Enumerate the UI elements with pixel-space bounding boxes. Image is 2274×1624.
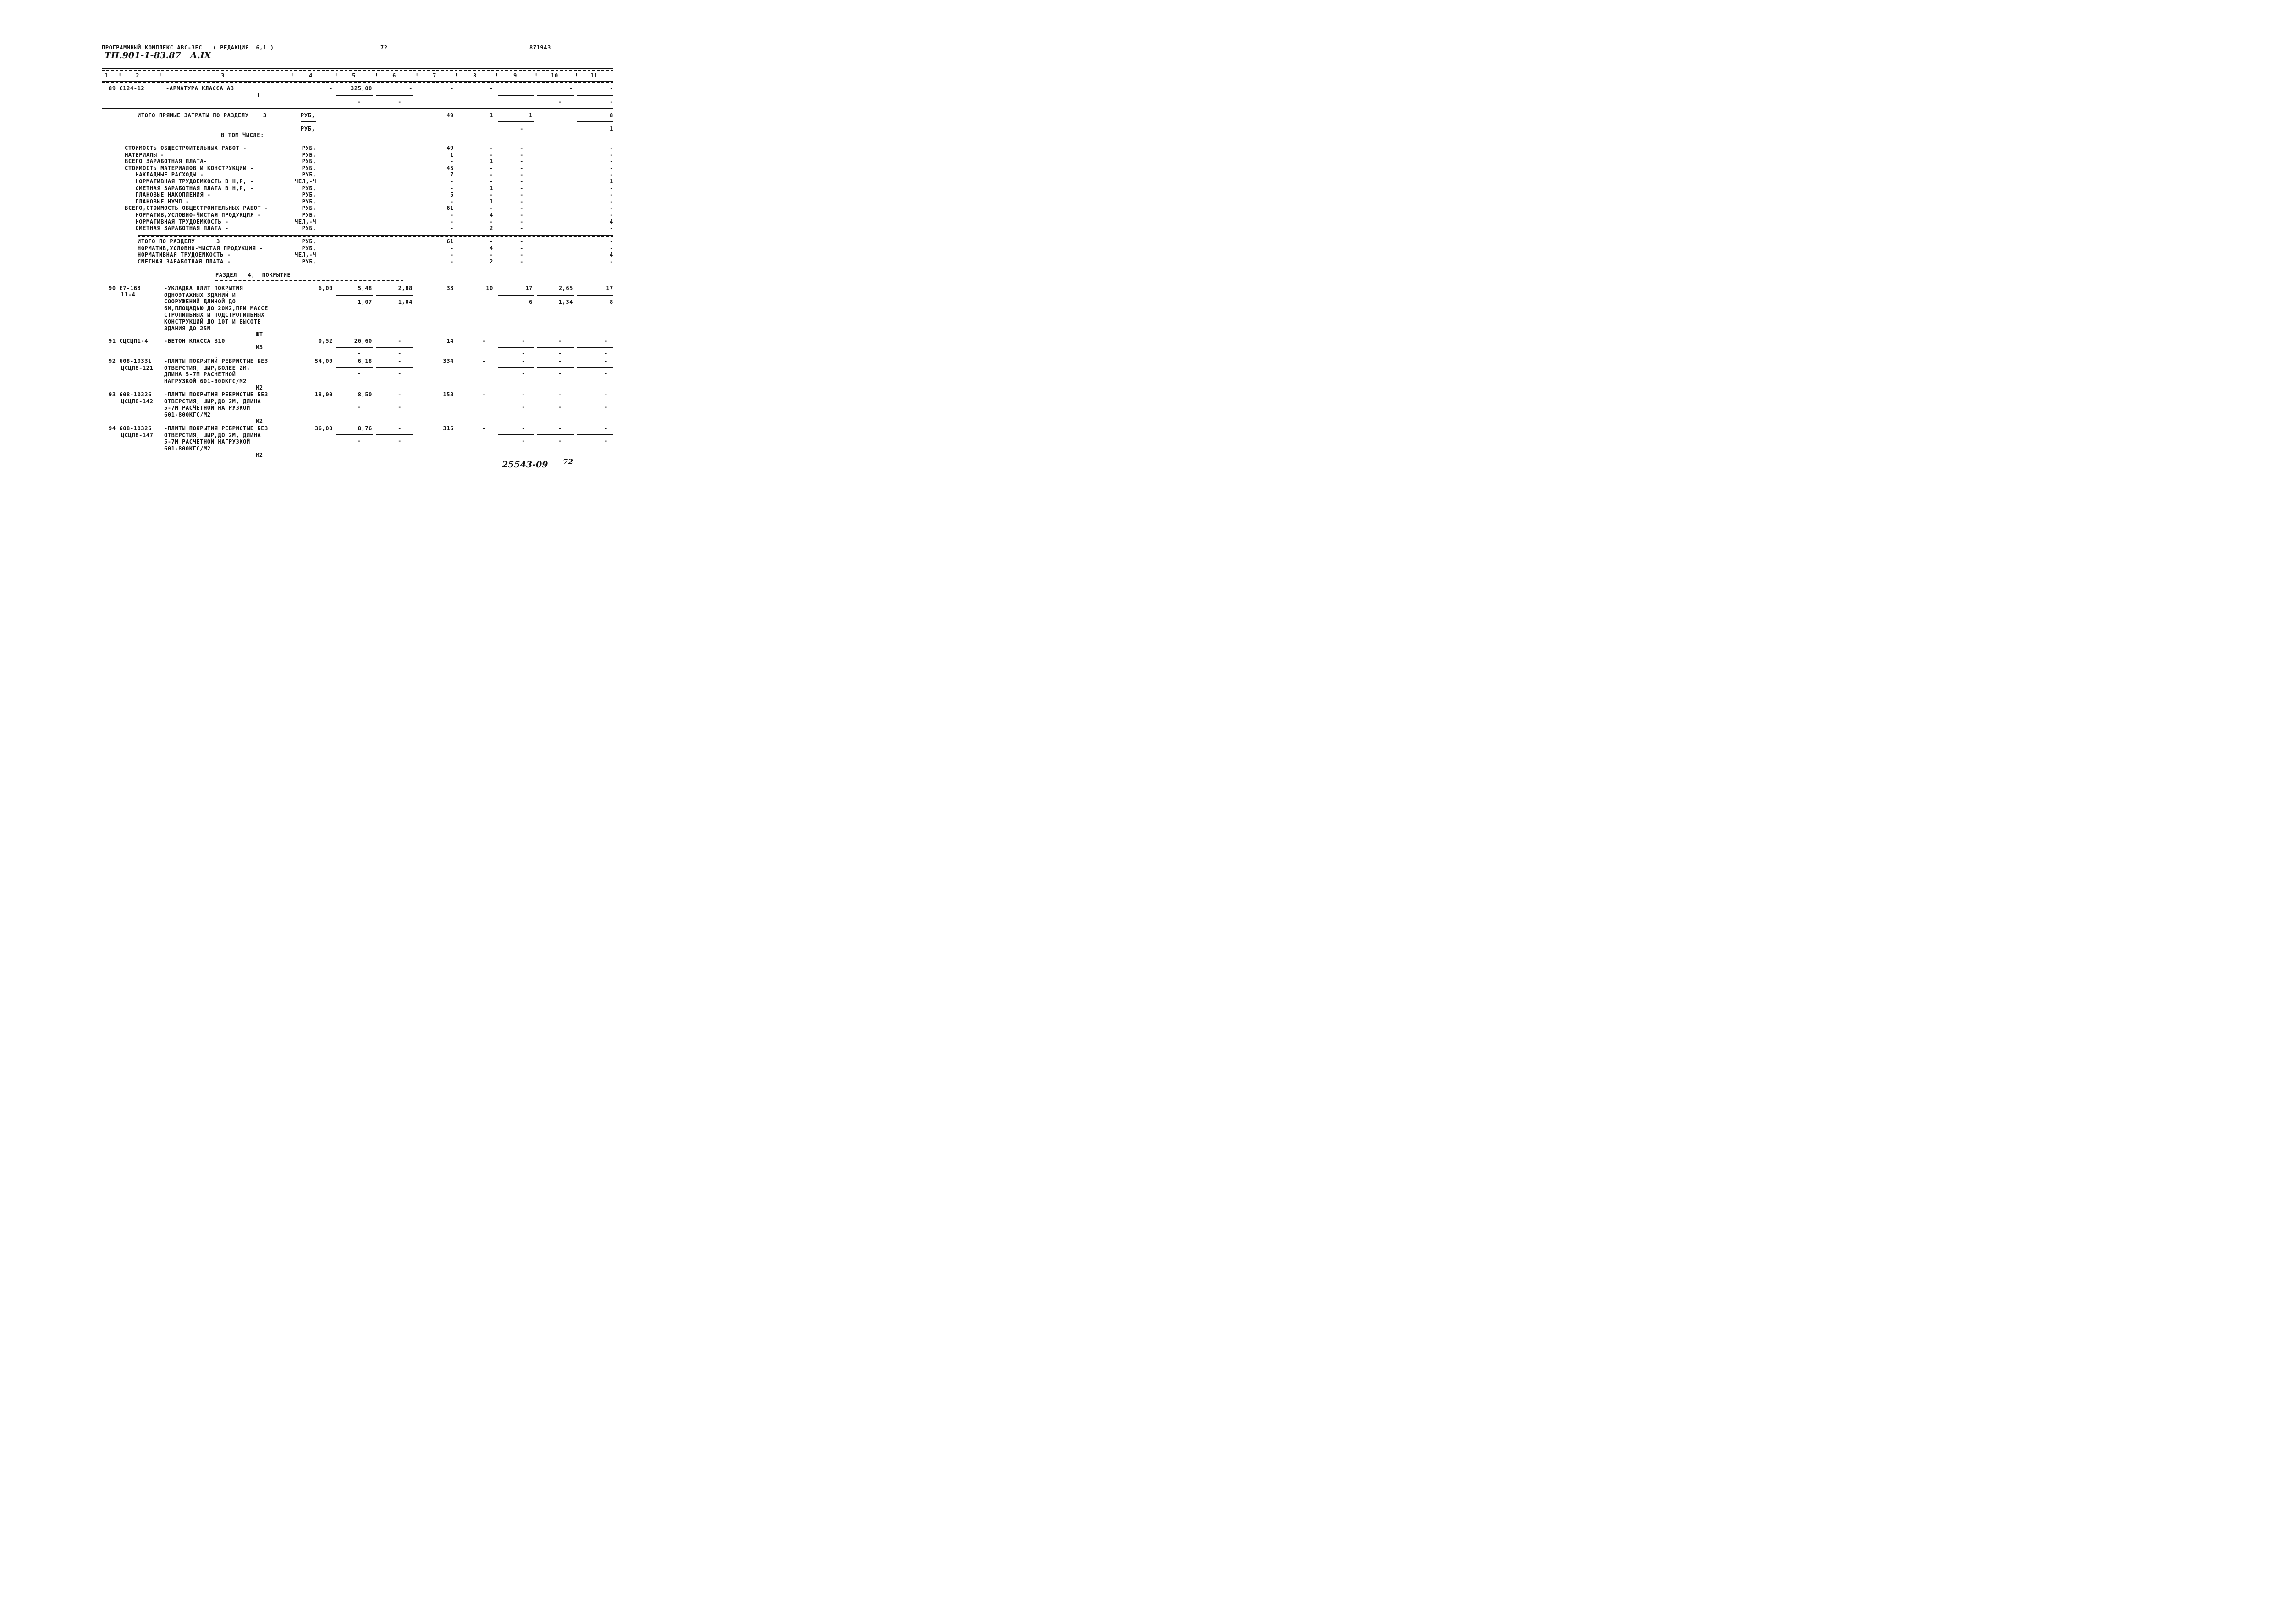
item-name-line: 5-7М РАСЧЕТНОЙ НАГРУЗКОЙ: [164, 439, 250, 445]
col11-sub: 8: [610, 299, 613, 305]
item-unit: М3: [256, 344, 263, 351]
breakdown-unit: РУБ,: [302, 165, 316, 171]
col10-sub: 1,34: [558, 299, 573, 305]
column-separator: !: [415, 72, 419, 79]
col11-sub: -: [610, 99, 613, 105]
col9-value: -: [522, 391, 525, 398]
section-total-label: НОРМАТИВНАЯ ТРУДОЕМКОСТЬ -: [138, 252, 231, 258]
col5-sub: -: [358, 404, 361, 410]
subtotal-rule: [498, 95, 534, 96]
col10-sub: -: [558, 404, 562, 410]
subtotal-rule: [336, 95, 373, 96]
col9-value: -: [520, 165, 523, 171]
col8-value: -: [490, 151, 493, 158]
column-separator: !: [534, 72, 538, 79]
col9-value: -: [520, 205, 523, 212]
subtotal-rule: [376, 434, 413, 435]
column-separator: !: [375, 72, 379, 79]
col11-value: -: [610, 238, 613, 245]
item-unit: М2: [256, 384, 263, 391]
total-unit-2: РУБ,: [301, 126, 315, 132]
col9-value: 1: [529, 112, 533, 119]
breakdown-unit: ЧЕЛ,-Ч: [295, 178, 316, 185]
column-header-4: 4: [309, 72, 313, 79]
col8-value: 4: [490, 212, 493, 218]
rule: [138, 236, 613, 237]
col9-value: -: [520, 225, 523, 232]
col8-value: -: [490, 145, 493, 151]
col9-value: 17: [525, 285, 533, 291]
col5-sub: 1,07: [358, 299, 372, 305]
col4-value: 18,00: [314, 391, 333, 398]
col7-value: -: [450, 212, 454, 218]
col6-sub: -: [398, 404, 402, 410]
col8-value: -: [482, 358, 486, 364]
col9-value: -: [520, 198, 523, 205]
col5-value: 8,76: [358, 425, 372, 432]
col7-value: 14: [446, 338, 454, 344]
col10-sub: -: [558, 438, 562, 444]
breakdown-label: ВСЕГО,СТОИМОСТЬ ОБЩЕСТРОИТЕЛЬНЫХ РАБОТ -: [125, 205, 268, 212]
column-separator: !: [495, 72, 499, 79]
item-name-line: ЗДАНИЯ ДО 25М: [164, 325, 211, 332]
section-total-unit: РУБ,: [302, 258, 316, 265]
col11-value: -: [610, 245, 613, 252]
col11-value: -: [610, 171, 613, 178]
col9-sub: 6: [529, 299, 533, 305]
column-header-9: 9: [513, 72, 517, 79]
breakdown-label: ВСЕГО ЗАРАБОТНАЯ ПЛАТА-: [125, 158, 207, 165]
col11-value: -: [610, 145, 613, 151]
column-header-2: 2: [136, 72, 139, 79]
col9-value: -: [520, 185, 523, 192]
col11-value: 4: [610, 218, 613, 225]
col7-value: 7: [450, 171, 454, 178]
subtotal-rule: [336, 347, 373, 348]
row-number-code: 93 608-10326: [109, 391, 152, 398]
column-header-7: 7: [433, 72, 436, 79]
col9-value: -: [520, 178, 523, 185]
section-total-unit: РУБ,: [302, 238, 316, 245]
header-dash-rule: [102, 70, 613, 71]
section-4-title: РАЗДЕЛ 4, ПОКРЫТИЕ: [215, 272, 291, 278]
subtotal-rule: [376, 295, 413, 296]
subtotal-rule: [577, 434, 613, 435]
col8-value: 2: [490, 258, 493, 265]
col7-value: 45: [446, 165, 454, 171]
col8-value: 1: [490, 112, 493, 119]
col6-value: -: [398, 338, 402, 344]
item-unit: Т: [257, 92, 260, 98]
subtotal-rule: [577, 295, 613, 296]
col5-value: 325,00: [351, 85, 372, 92]
breakdown-unit: ЧЕЛ,-Ч: [295, 218, 316, 225]
col9-sub: -: [522, 370, 525, 377]
breakdown-unit: РУБ,: [302, 192, 316, 198]
col8-value: -: [490, 85, 493, 92]
col9-value: -: [520, 238, 523, 245]
col6-sub: -: [398, 438, 402, 444]
col7-value: -: [450, 225, 454, 232]
item-name: -АРМАТУРА КЛАССА А3: [166, 85, 234, 92]
col9-value: -: [520, 151, 523, 158]
header-bottom-dash: [102, 82, 613, 83]
total-unit: РУБ,: [301, 112, 315, 119]
item-name-line: ОТВЕРСТИЯ, ШИР,ДО 2М, ДЛИНА: [164, 432, 261, 439]
col5-sub: -: [358, 350, 361, 357]
col11-value: -: [610, 158, 613, 165]
subtotal-rule: [376, 367, 413, 368]
item-name: -БЕТОН КЛАССА В10: [164, 338, 226, 344]
subtotal-rule: [498, 347, 534, 348]
col8-value: -: [490, 171, 493, 178]
breakdown-unit: РУБ,: [302, 198, 316, 205]
column-separator: !: [575, 72, 578, 79]
item-name-line: КОНСТРУКЦИЙ ДО 10Т И ВЫСОТЕ: [164, 318, 261, 325]
col9-sub: -: [522, 438, 525, 444]
col8-value: -: [490, 238, 493, 245]
breakdown-label: СТОИМОСТЬ МАТЕРИАЛОВ И КОНСТРУКЦИЙ -: [125, 165, 254, 171]
column-header-1: 1: [105, 72, 108, 79]
col9-value: -: [520, 258, 523, 265]
item-name-line: ОТВЕРСТИЯ, ШИР,ДО 2М, ДЛИНА: [164, 398, 261, 405]
col8-value: -: [490, 178, 493, 185]
subtotal-rule: [498, 121, 534, 122]
col9-sub: -: [520, 126, 523, 132]
row-number-code: 92 608-10331: [109, 358, 152, 364]
col11-value: -: [604, 391, 608, 398]
col5-sub: -: [358, 438, 361, 444]
unit-rule: [301, 121, 316, 122]
col11-value: -: [604, 425, 608, 432]
col4-value: 6,00: [318, 285, 333, 291]
col8-value: -: [482, 391, 486, 398]
col8-value: 10: [486, 285, 493, 291]
column-header-5: 5: [352, 72, 356, 79]
col11-value: -: [610, 212, 613, 218]
col11-value: -: [610, 205, 613, 212]
item-name-line: -УКЛАДКА ПЛИТ ПОКРЫТИЯ: [164, 285, 243, 291]
item-name-line: СООРУЖЕНИЙ ДЛИНОЙ ДО: [164, 298, 236, 305]
col4-value: 0,52: [318, 338, 333, 344]
col5-value: 6,18: [358, 358, 372, 364]
column-header-3: 3: [221, 72, 225, 79]
col5-sub: -: [358, 99, 361, 105]
col11-value: 17: [606, 285, 613, 291]
col11-sub: -: [604, 438, 608, 444]
header-bottom-rule: [102, 81, 613, 82]
col11-value: -: [610, 192, 613, 198]
row-code-2: ЦСЦП8-142: [121, 398, 154, 405]
col7-value: -: [450, 252, 454, 258]
breakdown-label: ПЛАНОВЫЕ НАКОПЛЕНИЯ -: [125, 192, 211, 198]
col8-value: -: [490, 218, 493, 225]
item-unit: М2: [256, 418, 263, 424]
col6-sub: -: [398, 99, 402, 105]
breakdown-label: СМЕТНАЯ ЗАРАБОТНАЯ ПЛАТА -: [125, 225, 229, 232]
col11-value: 4: [610, 252, 613, 258]
col11-value: 1: [610, 178, 613, 185]
breakdown-unit: РУБ,: [302, 185, 316, 192]
section-total-unit: РУБ,: [302, 245, 316, 252]
subtotal-rule: [498, 367, 534, 368]
col4-value: 36,00: [314, 425, 333, 432]
breakdown-unit: РУБ,: [302, 225, 316, 232]
item-name-line: НАГРУЗКОЙ 601-800КГС/М2: [164, 378, 247, 384]
col6-value: -: [398, 358, 402, 364]
col8-value: -: [482, 338, 486, 344]
subtotal-rule: [376, 95, 413, 96]
col6-sub: 1,04: [398, 299, 413, 305]
col5-value: 8,50: [358, 391, 372, 398]
col6-value: 2,88: [398, 285, 413, 291]
row-number-code: 94 608-10326: [109, 425, 152, 432]
col8-value: 1: [490, 158, 493, 165]
header-top-rule: [102, 68, 613, 69]
col6-value: -: [398, 391, 402, 398]
breakdown-label: ПЛАНОВЫЕ НУЧП -: [125, 198, 189, 205]
subtotal-rule: [577, 121, 613, 122]
total-label: ИТОГО ПРЯМЫЕ ЗАТРАТЫ ПО РАЗДЕЛУ 3: [138, 112, 267, 119]
col7-value: 316: [443, 425, 454, 432]
row-number-code: 90 Е7-163: [109, 285, 141, 291]
col10-sub: -: [558, 350, 562, 357]
col10-value: -: [558, 425, 562, 432]
row-code-2: ЦСЦП8-147: [121, 432, 154, 439]
row-code-2: 11-4: [121, 291, 136, 298]
col11-value: -: [610, 198, 613, 205]
subtotal-rule: [577, 367, 613, 368]
item-name-line: ОТВЕРСТИЯ, ШИР,БОЛЕЕ 2М,: [164, 364, 250, 371]
subtotal-rule: [577, 95, 613, 96]
subtotal-rule: [336, 434, 373, 435]
col4-value: -: [329, 85, 333, 92]
item-name-line: 6М,ПЛОЩАДЬЮ ДО 20М2,ПРИ МАССЕ: [164, 305, 268, 312]
breakdown-label: НОРМАТИВНАЯ ТРУДОЕМКОСТЬ -: [125, 218, 229, 225]
col7-value: -: [450, 178, 454, 185]
column-separator: !: [291, 72, 294, 79]
item-name-line: ДЛИНА 5-7М РАСЧЕТНОЙ: [164, 371, 236, 378]
col11-value: -: [604, 358, 608, 364]
col8-value: -: [482, 425, 486, 432]
col11-sub: 1: [610, 126, 613, 132]
col7-value: 49: [446, 145, 454, 151]
item-unit: ШТ: [256, 331, 263, 338]
item-name-line: -ПЛИТЫ ПОКРЫТИЯ РЕБРИСТЫЕ БЕЗ: [164, 391, 268, 398]
col8-value: 2: [490, 225, 493, 232]
item-name-line: -ПЛИТЫ ПОКРЫТИЯ РЕБРИСТЫЕ БЕЗ: [164, 425, 268, 432]
breakdown-unit: РУБ,: [302, 158, 316, 165]
item-name-line: -ПЛИТЫ ПОКРЫТИЙ РЕБРИСТЫЕ БЕЗ: [164, 358, 268, 364]
col10-value: -: [558, 338, 562, 344]
col6-value: -: [398, 425, 402, 432]
col7-value: 5: [450, 192, 454, 198]
col9-value: -: [520, 158, 523, 165]
in-that-number-label: В ТОМ ЧИСЛЕ:: [221, 132, 264, 138]
item-name-line: 601-800КГС/М2: [164, 445, 211, 452]
breakdown-unit: РУБ,: [302, 145, 316, 151]
subtotal-rule: [336, 367, 373, 368]
breakdown-label: СМЕТНАЯ ЗАРАБОТНАЯ ПЛАТА В Н,Р, -: [125, 185, 254, 192]
item-unit: М2: [256, 452, 263, 458]
col11-value: -: [610, 258, 613, 265]
col6-sub: -: [398, 350, 402, 357]
col7-value: 33: [446, 285, 454, 291]
section-title-underline: [215, 280, 403, 281]
handwritten-archive-number: 25543-09: [502, 460, 548, 470]
subtotal-rule: [498, 434, 534, 435]
breakdown-label: МАТЕРИАЛЫ -: [125, 151, 165, 158]
col5-value: 26,60: [354, 338, 372, 344]
subtotal-rule: [376, 347, 413, 348]
row-code-2: ЦСЦП8-121: [121, 364, 154, 371]
col9-value: -: [522, 338, 525, 344]
col11-value: 8: [610, 112, 613, 119]
col10-value: -: [569, 85, 573, 92]
column-header-10: 10: [551, 72, 558, 79]
col9-sub: -: [522, 404, 525, 410]
subtotal-rule: [537, 347, 574, 348]
item-name-line: 5-7М РАСЧЕТНОЙ НАГРУЗКОЙ: [164, 405, 250, 411]
item-name-line: ОДНОЭТАЖНЫХ ЗДАНИЙ И: [164, 291, 236, 298]
breakdown-label: НОРМАТИВНАЯ ТРУДОЕМКОСТЬ В Н,Р, -: [125, 178, 254, 185]
rule: [102, 108, 613, 109]
col7-value: 49: [446, 112, 454, 119]
col9-value: -: [522, 425, 525, 432]
col11-value: -: [610, 165, 613, 171]
item-name-line: 601-800КГС/М2: [164, 411, 211, 418]
col7-value: 334: [443, 358, 454, 364]
subtotal-rule: [577, 347, 613, 348]
handwritten-sheet-number: 72: [563, 457, 573, 466]
col10-sub: -: [558, 370, 562, 377]
col11-value: -: [610, 85, 613, 92]
breakdown-unit: РУБ,: [302, 171, 316, 178]
col8-value: -: [490, 192, 493, 198]
item-name-line: СТРОПИЛЬНЫХ И ПОДСТРОПИЛЬНЫХ: [164, 312, 265, 318]
col11-sub: -: [604, 350, 608, 357]
col7-value: -: [450, 158, 454, 165]
col4-value: 54,00: [314, 358, 333, 364]
col8-value: -: [490, 252, 493, 258]
col9-value: -: [520, 171, 523, 178]
breakdown-label: НАКЛАДНЫЕ РАСХОДЫ -: [125, 171, 204, 178]
col7-value: -: [450, 198, 454, 205]
col11-sub: -: [604, 370, 608, 377]
subtotal-rule: [537, 367, 574, 368]
col9-value: -: [522, 358, 525, 364]
col9-value: -: [520, 145, 523, 151]
subtotal-rule: [537, 434, 574, 435]
col7-value: -: [450, 185, 454, 192]
section-total-label: СМЕТНАЯ ЗАРАБОТНАЯ ПЛАТА -: [138, 258, 231, 265]
program-header: ПРОГРАММНЫЙ КОМПЛЕКС АВС-ЗЕС ( РЕДАКЦИЯ 6,1 ): [102, 44, 274, 51]
col6-sub: -: [398, 370, 402, 377]
subtotal-rule: [537, 295, 574, 296]
col8-value: -: [490, 165, 493, 171]
col7-value: -: [450, 218, 454, 225]
section-total-unit: ЧЕЛ,-Ч: [295, 252, 316, 258]
col8-value: 4: [490, 245, 493, 252]
column-separator: !: [335, 72, 338, 79]
col5-sub: -: [358, 370, 361, 377]
col7-value: 153: [443, 391, 454, 398]
subtotal-rule: [498, 295, 534, 296]
column-separator: !: [455, 72, 458, 79]
col10-value: 2,65: [558, 285, 573, 291]
col7-value: 61: [446, 238, 454, 245]
col10-value: -: [558, 391, 562, 398]
column-separator: !: [159, 72, 162, 79]
section-total-label: ИТОГО ПО РАЗДЕЛУ 3: [138, 238, 220, 245]
handwritten-project-ref: ТП.901-1-83.87 А.IX: [105, 50, 211, 60]
col7-value: -: [450, 85, 454, 92]
col5-value: 5,48: [358, 285, 372, 291]
row-number-code: 91 СЦСЦП1-4: [109, 338, 149, 344]
column-header-6: 6: [392, 72, 396, 79]
col9-sub: -: [522, 350, 525, 357]
column-header-8: 8: [473, 72, 477, 79]
breakdown-unit: РУБ,: [302, 212, 316, 218]
col9-value: -: [520, 252, 523, 258]
col8-value: 1: [490, 198, 493, 205]
col8-value: -: [490, 205, 493, 212]
subtotal-rule: [336, 295, 373, 296]
breakdown-label: НОРМАТИВ,УСЛОВНО-ЧИСТАЯ ПРОДУКЦИЯ -: [125, 212, 261, 218]
document-code: 871943: [529, 44, 551, 51]
col6-value: -: [409, 85, 413, 92]
col7-value: 61: [446, 205, 454, 212]
col9-value: -: [520, 218, 523, 225]
col7-value: -: [450, 258, 454, 265]
column-separator: !: [118, 72, 122, 79]
breakdown-unit: РУБ,: [302, 151, 316, 158]
estimate-page: [0, 0, 719, 513]
section-total-label: НОРМАТИВ,УСЛОВНО-ЧИСТАЯ ПРОДУКЦИЯ -: [138, 245, 263, 252]
col7-value: 1: [450, 151, 454, 158]
col11-value: -: [610, 151, 613, 158]
col8-value: 1: [490, 185, 493, 192]
column-header-11: 11: [590, 72, 598, 79]
col10-value: -: [558, 358, 562, 364]
col11-sub: -: [604, 404, 608, 410]
row-number-code: 89 С124-12: [109, 85, 145, 92]
col9-value: -: [520, 192, 523, 198]
col10-sub: -: [558, 99, 562, 105]
col9-value: -: [520, 212, 523, 218]
col11-value: -: [610, 185, 613, 192]
col9-value: -: [520, 245, 523, 252]
page-number: 72: [380, 44, 388, 51]
col11-value: -: [610, 225, 613, 232]
breakdown-unit: РУБ,: [302, 205, 316, 212]
subtotal-rule: [537, 95, 574, 96]
col7-value: -: [450, 245, 454, 252]
rule: [138, 235, 613, 236]
breakdown-label: СТОИМОСТЬ ОБЩЕСТРОИТЕЛЬНЫХ РАБОТ -: [125, 145, 247, 151]
col11-value: -: [604, 338, 608, 344]
